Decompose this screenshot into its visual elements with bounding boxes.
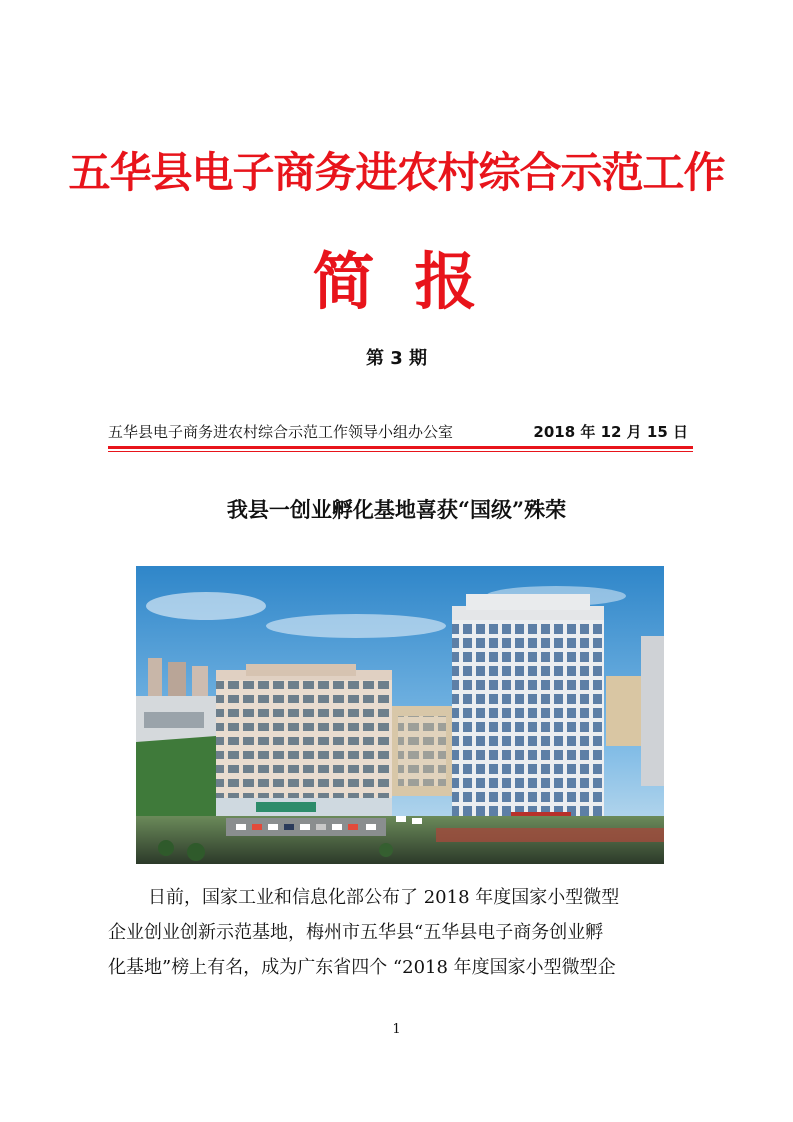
article-headline: 我县一创业孵化基地喜获“国级”殊荣 xyxy=(226,497,567,522)
body-line-3: 化基地”榜上有名，成为广东省四个 “2018 年度国家小型微型企 xyxy=(108,957,616,978)
page-title: 五华县电子商务进农村综合示范工作 xyxy=(68,148,725,197)
publish-date: 2018 年 12 月 15 日 xyxy=(533,423,688,441)
article-photo xyxy=(136,566,664,864)
body-line-1: 日前，国家工业和信息化部公布了 2018 年度国家小型微型 xyxy=(148,887,620,908)
divider-thin xyxy=(108,451,693,452)
divider-thick xyxy=(108,446,693,449)
page-subtitle: 简报 xyxy=(312,245,517,318)
organization-name: 五华县电子商务进农村综合示范工作领导小组办公室 xyxy=(108,423,454,441)
issue-number: 第 3 期 xyxy=(365,348,428,369)
info-row xyxy=(108,421,688,443)
page-number: 1 xyxy=(392,1022,401,1037)
article-body xyxy=(108,880,694,985)
body-line-2: 企业创业创新示范基地，梅州市五华县“五华县电子商务创业孵 xyxy=(108,922,604,943)
